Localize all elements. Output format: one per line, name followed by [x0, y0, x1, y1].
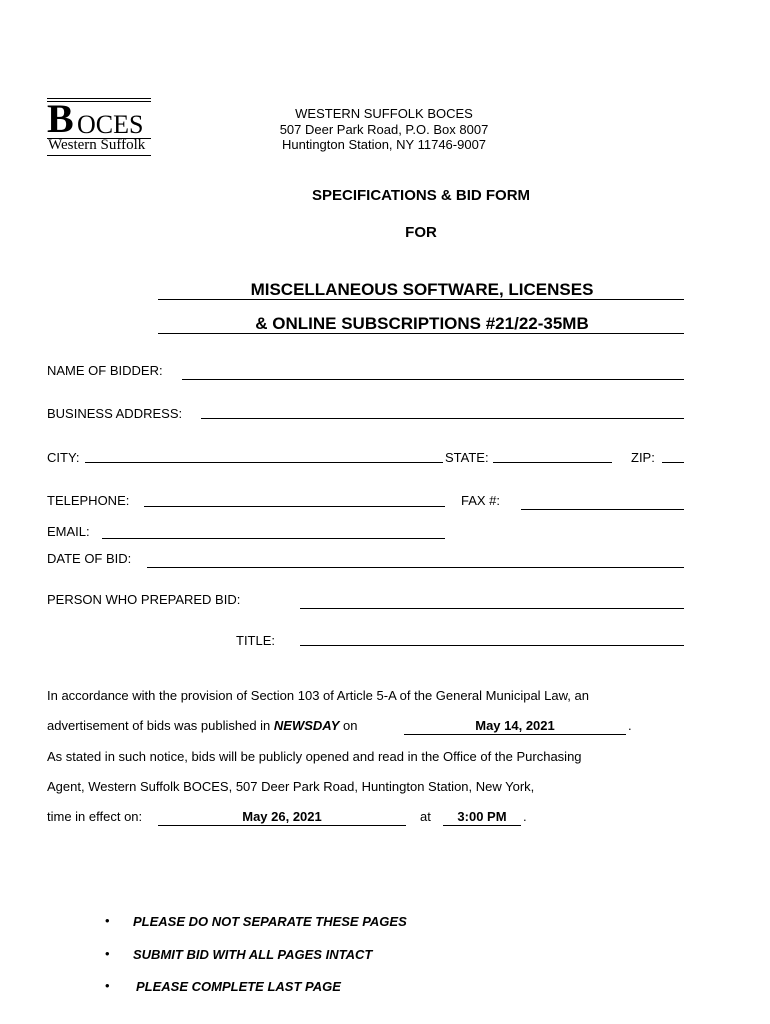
subject-underline-2	[158, 333, 684, 334]
notice-line-2	[47, 718, 358, 733]
doc-title: SPECIFICATIONS & BID FORM	[311, 187, 531, 204]
fax-label: FAX #:	[461, 493, 501, 508]
open-date-underline	[158, 825, 406, 826]
date-of-bid-field[interactable]	[147, 567, 684, 568]
bullet-item-1: PLEASE DO NOT SEPARATE THESE PAGES	[133, 914, 407, 929]
org-city: Huntington Station, NY 11746-9007	[281, 137, 487, 152]
open-time-underline	[443, 825, 521, 826]
bullet-icon: •	[105, 946, 110, 961]
email-label: EMAIL:	[47, 524, 90, 539]
org-name: WESTERN SUFFOLK BOCES	[295, 106, 473, 121]
bidder-name-field[interactable]	[182, 379, 684, 380]
preparer-title-field[interactable]	[300, 645, 684, 646]
published-date-value: May 14, 2021	[475, 718, 555, 733]
boces-logo	[47, 98, 151, 156]
logo-subtitle: Western Suffolk	[48, 137, 146, 153]
zip-field[interactable]	[662, 462, 684, 463]
business-address-label: BUSINESS ADDRESS:	[47, 406, 183, 421]
telephone-field[interactable]	[144, 506, 445, 507]
notice-line-4: Agent, Western Suffolk BOCES, 507 Deer Park Road, Huntington Station, New York,	[47, 779, 535, 794]
open-time-value: 3:00 PM	[457, 809, 507, 824]
telephone-label: TELEPHONE:	[47, 493, 130, 508]
publication-name: NEWSDAY	[273, 718, 340, 733]
bid-subject-line2: & ONLINE SUBSCRIPTIONS #21/22-35MB	[255, 314, 589, 333]
bid-subject-line1: MISCELLANEOUS SOFTWARE, LICENSES	[250, 280, 594, 299]
fax-field[interactable]	[521, 509, 684, 510]
state-field[interactable]	[493, 462, 612, 463]
state-label: STATE:	[445, 450, 489, 465]
preparer-label: PERSON WHO PREPARED BID:	[47, 592, 241, 607]
subject-underline-1	[158, 299, 684, 300]
date-of-bid-label: DATE OF BID:	[47, 551, 132, 566]
logo-letter: B	[47, 96, 72, 141]
business-address-field[interactable]	[201, 418, 684, 419]
preparer-title-label: TITLE:	[236, 633, 276, 648]
email-field[interactable]	[102, 538, 445, 539]
city-field[interactable]	[85, 462, 443, 463]
notice-on: on	[343, 718, 358, 733]
bullet-item-3: PLEASE COMPLETE LAST PAGE	[136, 979, 341, 994]
published-date-period: .	[628, 718, 632, 733]
open-time-period: .	[523, 809, 527, 824]
bidder-name-label: NAME OF BIDDER:	[47, 363, 163, 378]
bullet-icon: •	[105, 978, 110, 993]
city-label: CITY:	[47, 450, 80, 465]
logo-rule-bottom	[47, 155, 151, 156]
org-address: 507 Deer Park Road, P.O. Box 8007	[279, 122, 489, 137]
at-label: at	[420, 809, 431, 824]
doc-title-for: FOR	[405, 224, 437, 241]
notice-line-5-prefix: time in effect on:	[47, 809, 143, 824]
bullet-item-2: SUBMIT BID WITH ALL PAGES INTACT	[133, 947, 373, 962]
zip-label: ZIP:	[631, 450, 655, 465]
published-date-underline	[404, 734, 626, 735]
open-date-value: May 26, 2021	[242, 809, 322, 824]
notice-line-3: As stated in such notice, bids will be publicly opened and read in the Office of the Purchasing	[47, 749, 582, 764]
preparer-field[interactable]	[300, 608, 684, 609]
notice-line-2-prefix: advertisement of bids was published in	[47, 718, 271, 733]
bullet-icon: •	[105, 913, 110, 928]
logo-wordmark: OCES	[77, 110, 144, 139]
notice-line-1: In accordance with the provision of Section 103 of Article 5-A of the General Municipal Law, an	[47, 688, 589, 703]
